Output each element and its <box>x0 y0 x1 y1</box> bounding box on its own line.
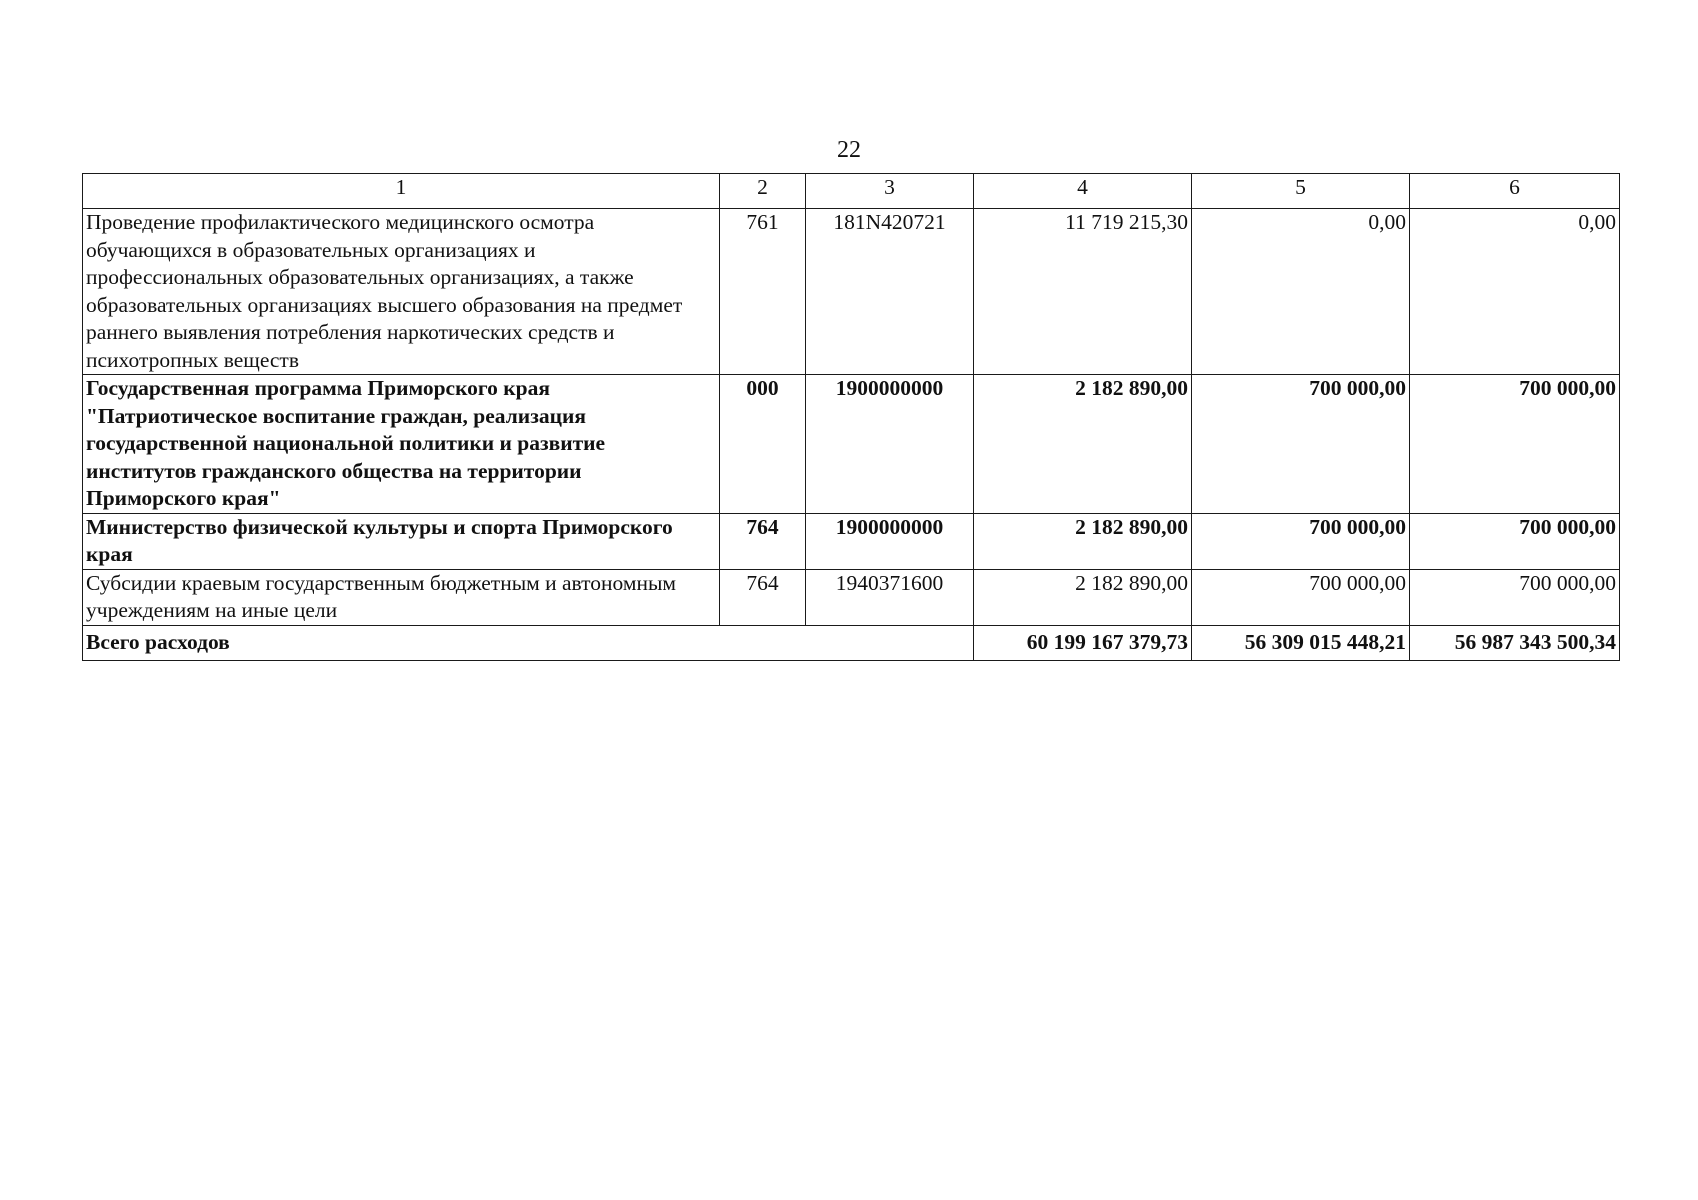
total-value-col4: 60 199 167 379,73 <box>974 625 1192 660</box>
row-value-col4: 2 182 890,00 <box>974 569 1192 625</box>
row-name-cell: Субсидии краевым государственным бюджетным и автономным учреждениям на иные цели <box>83 569 720 625</box>
row-value-col5: 700 000,00 <box>1192 375 1410 514</box>
page-number: 22 <box>837 137 861 163</box>
budget-table <box>82 173 1620 661</box>
row-code-cell: 764 <box>720 513 806 569</box>
total-value-col5: 56 309 015 448,21 <box>1192 625 1410 660</box>
table-row <box>83 209 1620 375</box>
row-value-col6: 0,00 <box>1410 209 1620 375</box>
row-name-cell: Государственная программа Приморского края "Патриотическое воспитание граждан, реализация государственной национальной политики и развитие институтов гражданского общества на территории Приморского края" <box>83 375 720 514</box>
row-target-cell: 181N420721 <box>806 209 974 375</box>
header-col-1: 1 <box>83 174 720 209</box>
header-col-3: 3 <box>806 174 974 209</box>
row-value-col6: 700 000,00 <box>1410 569 1620 625</box>
header-col-2: 2 <box>720 174 806 209</box>
row-value-col6: 700 000,00 <box>1410 375 1620 514</box>
total-value-col6: 56 987 343 500,34 <box>1410 625 1620 660</box>
row-value-col5: 700 000,00 <box>1192 513 1410 569</box>
table-header-row <box>83 174 1620 209</box>
header-col-6: 6 <box>1410 174 1620 209</box>
header-col-4: 4 <box>974 174 1192 209</box>
row-target-cell: 1900000000 <box>806 375 974 514</box>
row-name-cell: Министерство физической культуры и спорта Приморского края <box>83 513 720 569</box>
row-target-cell: 1900000000 <box>806 513 974 569</box>
row-code-cell: 764 <box>720 569 806 625</box>
row-value-col5: 0,00 <box>1192 209 1410 375</box>
row-value-col4: 2 182 890,00 <box>974 513 1192 569</box>
total-label: Всего расходов <box>83 625 974 660</box>
row-value-col4: 2 182 890,00 <box>974 375 1192 514</box>
row-target-cell: 1940371600 <box>806 569 974 625</box>
row-value-col5: 700 000,00 <box>1192 569 1410 625</box>
table-row <box>83 513 1620 569</box>
row-code-cell: 761 <box>720 209 806 375</box>
row-name-cell: Проведение профилактического медицинского осмотра обучающихся в образовательных организациях и профессиональных образовательных организациях, а также образовательных организациях высшего образования на предмет раннего выявления потребления наркотических средств и психотропных веществ <box>83 209 720 375</box>
total-row <box>83 625 1620 660</box>
table-row <box>83 569 1620 625</box>
row-value-col4: 11 719 215,30 <box>974 209 1192 375</box>
row-value-col6: 700 000,00 <box>1410 513 1620 569</box>
header-col-5: 5 <box>1192 174 1410 209</box>
row-code-cell: 000 <box>720 375 806 514</box>
table-row <box>83 375 1620 514</box>
